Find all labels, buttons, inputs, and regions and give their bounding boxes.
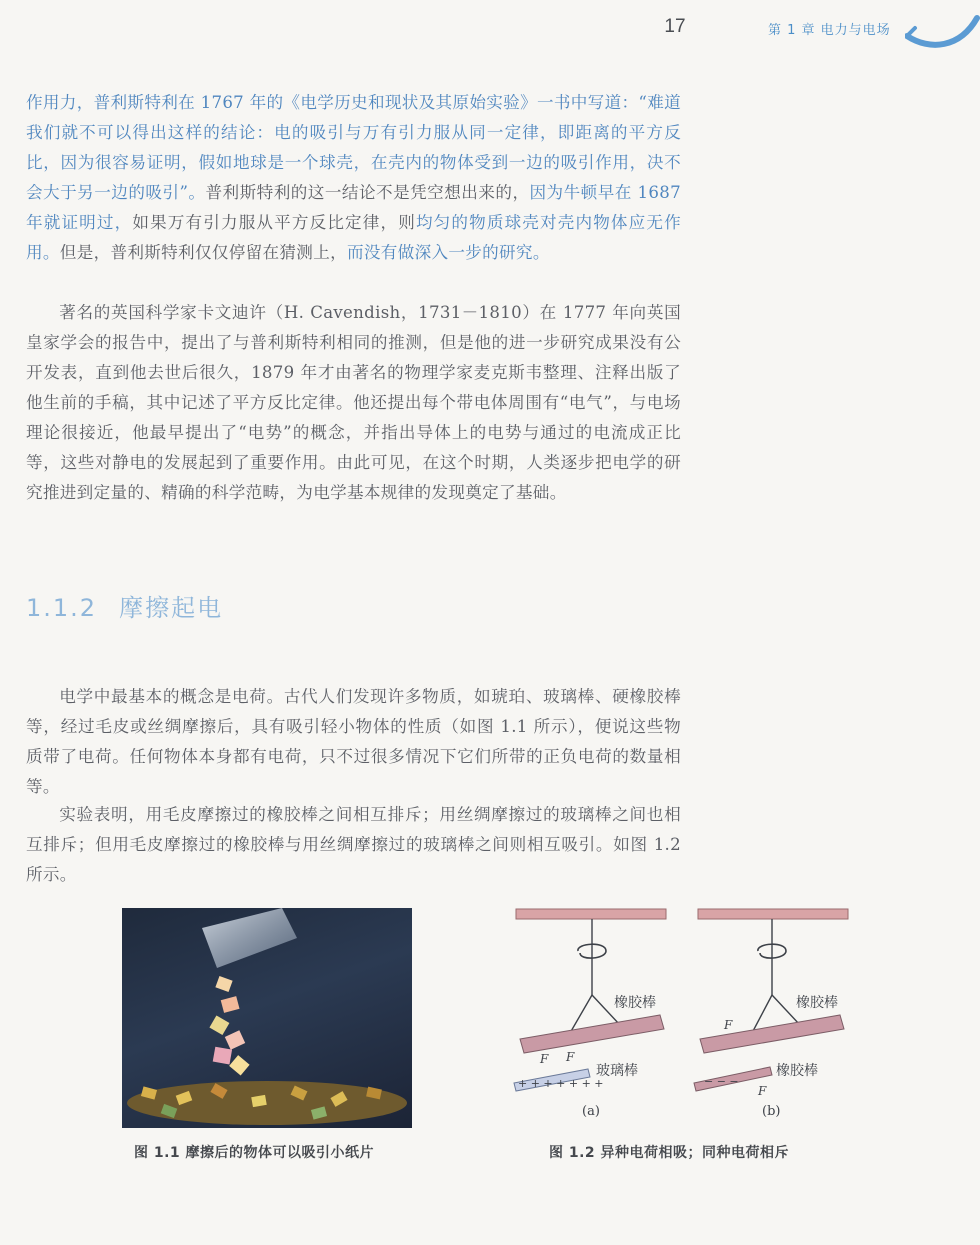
text-segment: 作用力，普利斯特利在 1767 年的《电学历史和现状及其原始实验》一书中写道：“难道我们就不可以得出这样的结论：电的吸引与万有引力服从同一定律，即距离的平方反比，因为很容易证明，假如地球是一个球壳，在壳内的物体受到一边的吸引作用，决不会大于另一边的吸引”。 xyxy=(26,93,681,202)
comb-paper-illustration xyxy=(122,908,412,1128)
chapter-arrow-icon xyxy=(905,6,980,56)
text-segment: 但是，普利斯特利仅仅停留在猜测上， xyxy=(59,243,347,262)
paper-pile xyxy=(127,1081,407,1125)
diagram-a xyxy=(514,909,666,1119)
diagram-b xyxy=(694,909,848,1119)
sublabel-a: (a) xyxy=(582,1104,600,1119)
rubber-rod-a xyxy=(520,1015,664,1053)
text-segment: 普利斯特利的这一结论不是凭空想出来的， xyxy=(205,183,530,202)
label-glass-a: 玻璃棒 xyxy=(596,1063,638,1079)
plus-signs-a: + + + + + + + xyxy=(518,1077,604,1090)
text-segment: 而没有做深入一步的研究。 xyxy=(347,243,550,262)
sublabel-b: (b) xyxy=(762,1104,781,1119)
figure-1-1-caption: 图 1.1 摩擦后的物体可以吸引小纸片 xyxy=(134,1145,375,1161)
comb-shape xyxy=(202,908,297,968)
chapter-label: 第 1 章 电力与电场 xyxy=(768,23,891,38)
figure-1-2-diagram xyxy=(508,903,860,1125)
text-segment: 因为牛顿早在 1687 年就证明过， xyxy=(26,183,681,232)
label-rubber-b2: 橡胶棒 xyxy=(776,1063,818,1079)
paper-pieces xyxy=(209,976,249,1076)
label-rubber-a: 橡胶棒 xyxy=(614,995,656,1011)
section-title: 摩擦起电 xyxy=(119,594,224,622)
paragraph-experiment: 实验表明，用毛皮摩擦过的橡胶棒之间相互排斥；用丝绸摩擦过的玻璃棒之间也相互排斥；但用毛皮摩擦过的橡胶棒与用丝绸摩擦过的玻璃棒之间则相互吸引。如图 1.2 所示。 xyxy=(26,805,681,884)
label-rubber-b: 橡胶棒 xyxy=(796,995,838,1011)
force-label-b2: F xyxy=(758,1084,767,1098)
text-segment: 均匀的物质球壳对壳内物体应无作用。 xyxy=(26,213,681,262)
text-segment: 如果万有引力服从平方反比定律，则 xyxy=(132,213,416,232)
paragraph-priestley xyxy=(26,88,681,268)
ceiling-bar-a xyxy=(516,909,666,919)
figure-1-1-photo xyxy=(122,908,412,1128)
force-label-a1: F xyxy=(540,1052,549,1066)
minus-signs-b: − − − xyxy=(704,1075,739,1088)
force-label-a2: F xyxy=(566,1050,575,1064)
rubber-rod-b xyxy=(700,1015,844,1053)
section-number: 1.1.2 xyxy=(26,594,98,622)
ceiling-bar-b xyxy=(698,909,848,919)
page-number: 17 xyxy=(664,16,686,37)
force-label-b1: F xyxy=(724,1018,733,1032)
paragraph-cavendish: 著名的英国科学家卡文迪许（H. Cavendish，1731－1810）在 1777 年向英国皇家学会的报告中，提出了与普利斯特利相同的推测，但是他的进一步研究成果没有公开发表，直到他去世后很久，1879 年才由著名的物理学家麦克斯韦整理、注释出版了他生前的手稿，其中记述了平方反比定律。他还提出每个带电体周围有“电气”，与电场理论很接近，他最早提出了“电势”的概念，并指出导体上的电势与通过的电流成正比等，这些对静电的发展起到了重要作用。由此可见，在这个时期，人类逐步把电学的研究推进到定量的、精确的科学范畴，为电学基本规律的发现奠定了基础。 xyxy=(26,303,681,502)
figure-1-2-caption: 图 1.2 异种电荷相吸；同种电荷相斥 xyxy=(549,1145,790,1161)
paragraph-charge: 电学中最基本的概念是电荷。古代人们发现许多物质，如琥珀、玻璃棒、硬橡胶棒等，经过毛皮或丝绸摩擦后，具有吸引轻小物体的性质（如图 1.1 所示），便说这些物质带了电荷。任何物体本身都有电荷，只不过很多情况下它们所带的正负电荷的数量相等。 xyxy=(26,687,681,796)
section-heading xyxy=(26,588,223,623)
